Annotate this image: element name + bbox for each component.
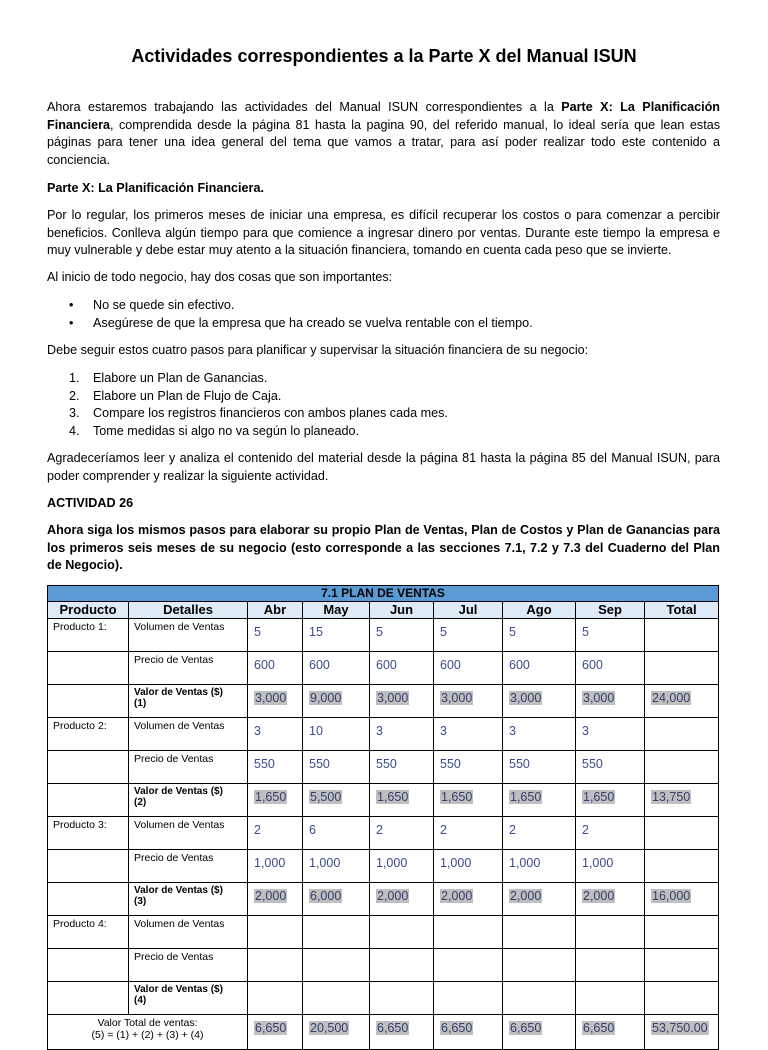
total-cell: 6,650 [441,1021,473,1035]
value-cell: 3,000 [255,691,287,705]
price-cell [370,949,434,982]
volume-cell [434,916,503,949]
price-cell [248,949,303,982]
price-cell: 550 [303,751,370,784]
total-cell: 6,650 [510,1021,542,1035]
price-cell: 600 [248,652,303,685]
grand-total-cell: 53,750.00 [652,1021,708,1035]
volume-cell [248,916,303,949]
column-header: Sep [576,602,645,619]
total-cell: 6,650 [255,1021,287,1035]
row-label: Precio de Ventas [129,949,248,982]
price-cell [503,949,576,982]
row-label: Volumen de Ventas [129,718,248,751]
product-name: Producto 1: [48,619,129,652]
column-header: Detalles [129,602,248,619]
value-cell: 1,650 [583,790,615,804]
volume-cell [576,916,645,949]
price-cell: 600 [503,652,576,685]
table-row [48,916,719,949]
column-header: Total [645,602,719,619]
table-total-row [48,1015,719,1050]
table-row [48,949,719,982]
price-cell: 600 [370,652,434,685]
volume-cell: 2 [370,817,434,850]
activity-instructions [47,522,720,575]
table-row [48,652,719,685]
volume-cell: 2 [503,817,576,850]
list-item: 4. Tome medidas si algo no va según lo planeado. [69,423,360,438]
volume-cell [503,916,576,949]
value-cell: 6,000 [310,889,342,903]
volume-cell: 5 [434,619,503,652]
row-label: Precio de Ventas [129,850,248,883]
price-cell: 1,000 [370,850,434,883]
volume-cell [303,916,370,949]
column-header: Jul [434,602,503,619]
total-cell: 6,650 [583,1021,615,1035]
volume-cell: 5 [503,619,576,652]
price-cell [303,949,370,982]
paragraph-1-text: Por lo regular, los primeros meses de iniciar una empresa, es difícil recuperar los costos o para comenzar a percibir beneficios. Conlleva algún tiempo para que comience a ingresar dinero por ventas. Durante este tiempo la empresa e muy vulnerable y debe estar muy atento a la situación financiera, tomando en cuenta cada peso que se invierte. [47,208,720,258]
value-cell: 2,000 [583,889,615,903]
total-cell: 6,650 [377,1021,409,1035]
table-row [48,718,719,751]
table-row [48,982,719,1015]
volume-cell: 6 [303,817,370,850]
column-header: May [303,602,370,619]
volume-cell [370,916,434,949]
value-row-label: Valor de Ventas ($) (2) [129,784,248,817]
bullet-list [47,297,720,332]
price-cell [434,949,503,982]
value-cell: 3,000 [583,691,615,705]
row-label: Volumen de Ventas [129,619,248,652]
steps-list [47,370,720,440]
value-cell: 9,000 [310,691,342,705]
intro-text-a: Ahora estaremos trabajando las actividades del Manual ISUN correspondientes a la [47,100,562,114]
activity-instructions-text: Ahora siga los mismos pasos para elaborar su propio Plan de Ventas, Plan de Costos y Plan de Ganancias para los primeros seis meses de su negocio (esto corresponde a las secciones 7.1, 7.2 y 7.3 del Cuaderno del Plan de Negocio). [47,523,720,573]
table-row [48,685,719,718]
paragraph-4 [47,450,720,485]
price-cell: 1,000 [303,850,370,883]
value-cell: 1,650 [510,790,542,804]
price-cell: 1,000 [503,850,576,883]
product-name: Producto 4: [48,916,129,949]
volume-cell: 3 [576,718,645,751]
row-label: Volumen de Ventas [129,916,248,949]
price-cell [576,949,645,982]
list-item: 2. Elabore un Plan de Flujo de Caja. [69,388,282,403]
volume-cell: 3 [434,718,503,751]
volume-cell: 5 [248,619,303,652]
row-label: Precio de Ventas [129,751,248,784]
value-cell: 1,650 [377,790,409,804]
volume-cell: 5 [370,619,434,652]
row-total-cell: 24,000 [652,691,691,705]
price-cell: 550 [248,751,303,784]
list-item: • No se quede sin efectivo. [47,297,720,315]
value-cell: 3,000 [441,691,473,705]
bullet-icon: • [69,298,74,312]
price-cell: 1,000 [434,850,503,883]
document-title: Actividades correspondientes a la Parte X del Manual ISUN [131,46,637,66]
table-row [48,619,719,652]
table-row [48,817,719,850]
price-cell: 600 [303,652,370,685]
value-cell: 3,000 [510,691,542,705]
row-total-cell: 16,000 [652,889,691,903]
row-total-cell: 13,750 [652,790,691,804]
row-label: Precio de Ventas [129,652,248,685]
volume-cell: 5 [576,619,645,652]
volume-cell: 2 [248,817,303,850]
list-item: 3. Compare los registros financieros con ambos planes cada mes. [69,406,448,421]
volume-cell: 2 [576,817,645,850]
total-cell: 20,500 [310,1021,349,1035]
value-cell: 2,000 [510,889,542,903]
volume-cell: 15 [303,619,370,652]
table-header-row [48,602,719,619]
value-cell: 5,500 [310,790,342,804]
value-cell: 2,000 [255,889,287,903]
price-cell: 600 [434,652,503,685]
column-header: Ago [503,602,576,619]
price-cell: 1,000 [248,850,303,883]
activity-label: ACTIVIDAD 26 [47,496,134,510]
value-cell: 2,000 [441,889,473,903]
volume-cell: 2 [434,817,503,850]
section-heading: Parte X: La Planificación Financiera. [47,181,264,195]
intro-text-bold: Parte X: La Planificación Financiera [47,100,720,132]
volume-cell: 3 [370,718,434,751]
paragraph-4-text: Agradeceríamos leer y analiza el contenido del material desde la página 81 hasta la página 85 del Manual ISUN, para poder comprender y realizar la siguiente actividad. [47,451,720,483]
price-cell: 550 [503,751,576,784]
table-title: 7.1 PLAN DE VENTAS [48,586,719,602]
price-cell: 550 [434,751,503,784]
table-row [48,883,719,916]
intro-paragraph [47,99,720,169]
value-row-label: Valor de Ventas ($) (3) [129,883,248,916]
volume-cell: 10 [303,718,370,751]
paragraph-2: Al inicio de todo negocio, hay dos cosas que son importantes: [47,270,393,284]
paragraph-3: Debe seguir estos cuatro pasos para planificar y supervisar la situación financiera de su negocio: [47,343,589,357]
value-cell: 1,650 [255,790,287,804]
price-cell: 550 [370,751,434,784]
volume-cell: 3 [503,718,576,751]
column-header: Producto [48,602,129,619]
sales-plan-table [47,585,719,1050]
price-cell: 600 [576,652,645,685]
value-cell: 3,000 [377,691,409,705]
table-row [48,784,719,817]
intro-text-c: , comprendida desde la página 81 hasta la pagina 90, del referido manual, lo ideal sería que lean estas páginas para tener una idea general del tema que vamos a tratar, para así poder realizar todo este contenido a conciencia. [47,117,720,167]
list-item: • Asegúrese de que la empresa que ha creado se vuelva rentable con el tiempo. [47,315,720,333]
volume-cell: 3 [248,718,303,751]
row-label: Volumen de Ventas [129,817,248,850]
price-cell: 550 [576,751,645,784]
value-row-label: Valor de Ventas ($) (1) [129,685,248,718]
total-label: Valor Total de ventas: (5) = (1) + (2) + (3) + (4) [48,1015,248,1050]
product-name: Producto 3: [48,817,129,850]
table-row [48,850,719,883]
column-header: Jun [370,602,434,619]
bullet-icon: • [69,315,74,330]
column-header: Abr [248,602,303,619]
value-cell: 2,000 [377,889,409,903]
product-name: Producto 2: [48,718,129,751]
price-cell: 1,000 [576,850,645,883]
value-row-label: Valor de Ventas ($) (4) [129,982,248,1015]
value-cell: 1,650 [441,790,473,804]
list-item: 1. Elabore un Plan de Ganancias. [69,371,268,385]
paragraph-1 [47,207,720,260]
table-row [48,751,719,784]
